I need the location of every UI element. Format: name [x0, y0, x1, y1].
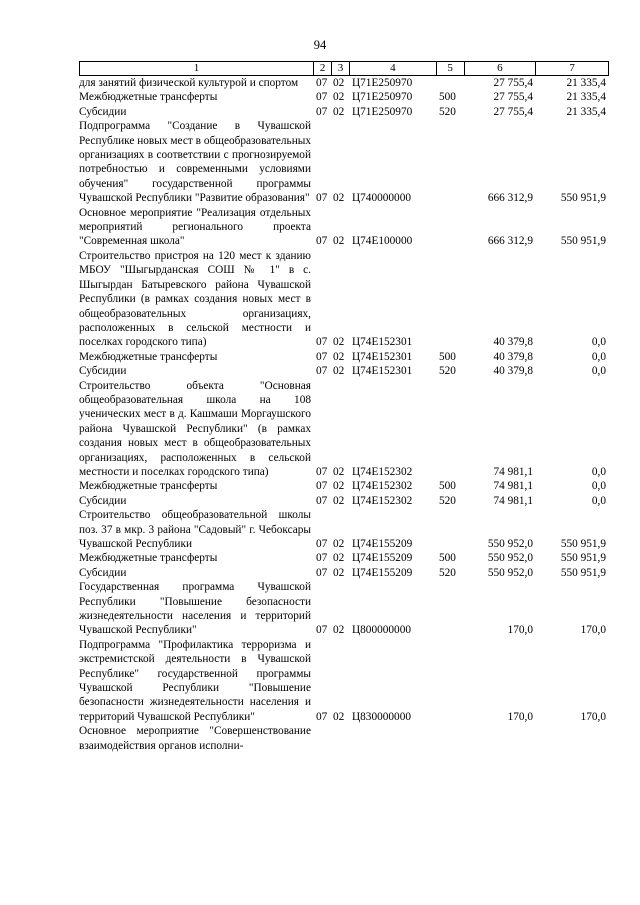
- row-expense-type: 520: [439, 365, 456, 378]
- row-section: 07: [316, 91, 328, 104]
- row-amount-2022: 0,0: [591, 350, 606, 363]
- table-row: [79, 364, 609, 378]
- row-section: 07: [316, 105, 328, 118]
- row-subsection: 02: [333, 552, 345, 565]
- row-amount-2021: 550 952,0: [487, 538, 533, 550]
- row-name: Субсидии: [79, 494, 127, 507]
- header-col-6: 6: [465, 62, 537, 75]
- table-row: [79, 379, 609, 480]
- row-target-code: Ц74E152301: [352, 365, 413, 378]
- row-target-code: Ц71E250970: [352, 77, 413, 89]
- row-name: Подпрограмма "Профилактика терроризма и экстремистской деятельности в Чувашской Республике" государственной программы Чувашской Республики "Повышение безопасности жизнедеятельности населения и территорий Чувашской Республики": [79, 638, 311, 723]
- row-name: Межбюджетные трансферты: [79, 552, 218, 565]
- header-col-2: 2: [314, 62, 332, 75]
- row-subsection: 02: [333, 465, 345, 478]
- row-subsection: 02: [333, 77, 345, 89]
- row-amount-2021: 27 755,4: [493, 91, 533, 104]
- row-subsection: 02: [333, 494, 345, 507]
- page-number: 94: [313, 38, 327, 52]
- budget-table: [79, 61, 609, 753]
- row-amount-2022: 550 951,9: [560, 552, 606, 565]
- row-expense-type: 520: [439, 494, 456, 507]
- header-col-7: 7: [569, 62, 575, 74]
- row-subsection: 02: [333, 350, 345, 363]
- table-row: [79, 580, 609, 638]
- row-target-code: Ц74E155209: [352, 552, 413, 565]
- table-row: [79, 206, 609, 249]
- row-subsection: 02: [333, 91, 345, 104]
- row-name: Государственная программа Чувашской Республики "Повышение безопасности жизнедеятельности населения и территорий Чувашской Республики": [79, 581, 311, 637]
- row-subsection: 02: [333, 192, 345, 205]
- row-amount-2022: 21 335,4: [566, 91, 606, 104]
- row-subsection: 02: [333, 235, 345, 248]
- row-expense-type: 500: [439, 552, 456, 565]
- row-name: Субсидии: [79, 365, 127, 378]
- table-row: [79, 566, 609, 580]
- row-expense-type: 500: [439, 350, 456, 363]
- row-target-code: Ц74E152302: [352, 465, 413, 478]
- row-subsection: 02: [333, 365, 345, 378]
- row-section: 07: [316, 77, 328, 89]
- table-body: [79, 76, 609, 753]
- row-amount-2021: 27 755,4: [493, 105, 533, 118]
- row-amount-2022: 550 951,9: [560, 235, 606, 248]
- row-target-code: Ц74E152301: [352, 336, 413, 349]
- table-row: [79, 119, 609, 205]
- row-section: 07: [316, 365, 328, 378]
- row-name: для занятий физической культурой и спортом: [79, 77, 299, 89]
- row-amount-2022: 0,0: [591, 465, 606, 478]
- header-col-1: 1: [80, 62, 314, 75]
- row-name: Субсидии: [79, 105, 127, 118]
- table-row: [79, 638, 609, 724]
- row-expense-type: 520: [439, 105, 456, 118]
- table-header-row: [79, 61, 609, 76]
- table-row: [79, 508, 609, 551]
- row-amount-2022: 0,0: [591, 336, 606, 349]
- row-section: 07: [316, 235, 328, 248]
- row-target-code: Ц74E100000: [352, 235, 413, 248]
- row-subsection: 02: [333, 566, 345, 579]
- row-amount-2021: 550 952,0: [487, 552, 533, 565]
- row-name: Подпрограмма "Создание в Чувашской Республике новых мест в общеобразовательных организациях в соответствии с прогнозируемой потребностью и современными условиями обучения" государственной программы Чувашской Республики "Развитие образования": [79, 120, 311, 205]
- row-amount-2022: 550 951,9: [560, 538, 606, 550]
- row-target-code: Ц74E152301: [352, 350, 413, 363]
- row-amount-2022: 0,0: [591, 480, 606, 493]
- row-name: Межбюджетные трансферты: [79, 350, 218, 363]
- table-row: [79, 724, 609, 753]
- row-target-code: Ц74E155209: [352, 566, 413, 579]
- row-target-code: Ц74E152302: [352, 494, 413, 507]
- row-amount-2022: 170,0: [580, 710, 606, 723]
- row-section: 07: [316, 336, 328, 349]
- table-row: [79, 249, 609, 350]
- row-amount-2022: 0,0: [591, 494, 606, 507]
- row-target-code: Ц71E250970: [352, 105, 413, 118]
- row-subsection: 02: [333, 624, 345, 637]
- table-row: [79, 76, 609, 90]
- header-col-5: 5: [437, 62, 465, 75]
- row-amount-2021: 74 981,1: [493, 480, 533, 493]
- row-target-code: Ц71E250970: [352, 91, 413, 104]
- row-amount-2021: 74 981,1: [493, 465, 533, 478]
- header-col-4: 4: [350, 62, 437, 75]
- row-section: 07: [316, 465, 328, 478]
- row-name: Строительство пристроя на 120 мест к зданию МБОУ "Шыгырданская СОШ № 1" в с. Шыгырдан Батыревского района Чувашской Республики (в рамках создания новых мест в общеобразовательных организациях, расположенных в сельской местности и поселках городского типа): [79, 249, 311, 349]
- row-section: 07: [316, 350, 328, 363]
- row-expense-type: 500: [439, 480, 456, 493]
- row-name: Основное мероприятие "Реализация отдельных мероприятий регионального проекта "Современная школа": [79, 206, 311, 248]
- row-amount-2021: 40 379,8: [493, 350, 533, 363]
- row-amount-2021: 40 379,8: [493, 336, 533, 349]
- row-amount-2022: 170,0: [580, 624, 606, 637]
- row-amount-2021: 170,0: [507, 710, 533, 723]
- row-section: 07: [316, 552, 328, 565]
- row-amount-2022: 550 951,9: [560, 566, 606, 579]
- row-section: 07: [316, 566, 328, 579]
- row-target-code: Ц74E152302: [352, 480, 413, 493]
- row-section: 07: [316, 480, 328, 493]
- row-expense-type: 520: [439, 566, 456, 579]
- row-section: 07: [316, 494, 328, 507]
- row-amount-2022: 21 335,4: [566, 105, 606, 118]
- table-row: [79, 350, 609, 364]
- row-name: Межбюджетные трансферты: [79, 91, 218, 104]
- table-row: [79, 105, 609, 119]
- row-name: Межбюджетные трансферты: [79, 480, 218, 493]
- row-amount-2021: 550 952,0: [487, 566, 533, 579]
- row-section: 07: [316, 624, 328, 637]
- row-name: Строительство общеобразовательной школы поз. 37 в мкр. 3 района "Садовый" г. Чебоксары Чувашской Республики: [79, 509, 311, 550]
- row-name: Основное мероприятие "Совершенствование взаимодействия органов исполни-: [79, 725, 311, 752]
- row-amount-2021: 666 312,9: [487, 235, 533, 248]
- row-name: Строительство объекта "Основная общеобразовательная школа на 108 ученических мест в д. Кашмаши Моргаушского района Чувашской Республики" (в рамках создания новых мест в общеобразовательных организациях, расположенных в сельской местности и поселках городского типа): [79, 379, 311, 478]
- row-subsection: 02: [333, 336, 345, 349]
- row-expense-type: 500: [439, 91, 456, 104]
- header-col-3: 3: [332, 62, 350, 75]
- row-section: 07: [316, 710, 328, 723]
- row-amount-2021: 170,0: [507, 624, 533, 637]
- row-amount-2021: 666 312,9: [487, 192, 533, 205]
- table-row: [79, 494, 609, 508]
- row-target-code: Ц800000000: [352, 624, 411, 637]
- row-target-code: Ц830000000: [352, 710, 411, 723]
- row-target-code: Ц740000000: [352, 192, 411, 205]
- table-row: [79, 479, 609, 493]
- row-section: 07: [316, 538, 328, 550]
- row-section: 07: [316, 192, 328, 205]
- row-target-code: Ц74E155209: [352, 538, 413, 550]
- row-subsection: 02: [333, 480, 345, 493]
- row-subsection: 02: [333, 710, 345, 723]
- row-amount-2022: 21 335,4: [566, 77, 606, 89]
- row-amount-2021: 40 379,8: [493, 365, 533, 378]
- row-subsection: 02: [333, 538, 345, 550]
- row-subsection: 02: [333, 105, 345, 118]
- table-row: [79, 90, 609, 104]
- row-amount-2021: 74 981,1: [493, 494, 533, 507]
- table-row: [79, 551, 609, 565]
- row-amount-2021: 27 755,4: [493, 77, 533, 89]
- row-amount-2022: 550 951,9: [560, 192, 606, 205]
- row-amount-2022: 0,0: [591, 365, 606, 378]
- row-name: Субсидии: [79, 566, 127, 579]
